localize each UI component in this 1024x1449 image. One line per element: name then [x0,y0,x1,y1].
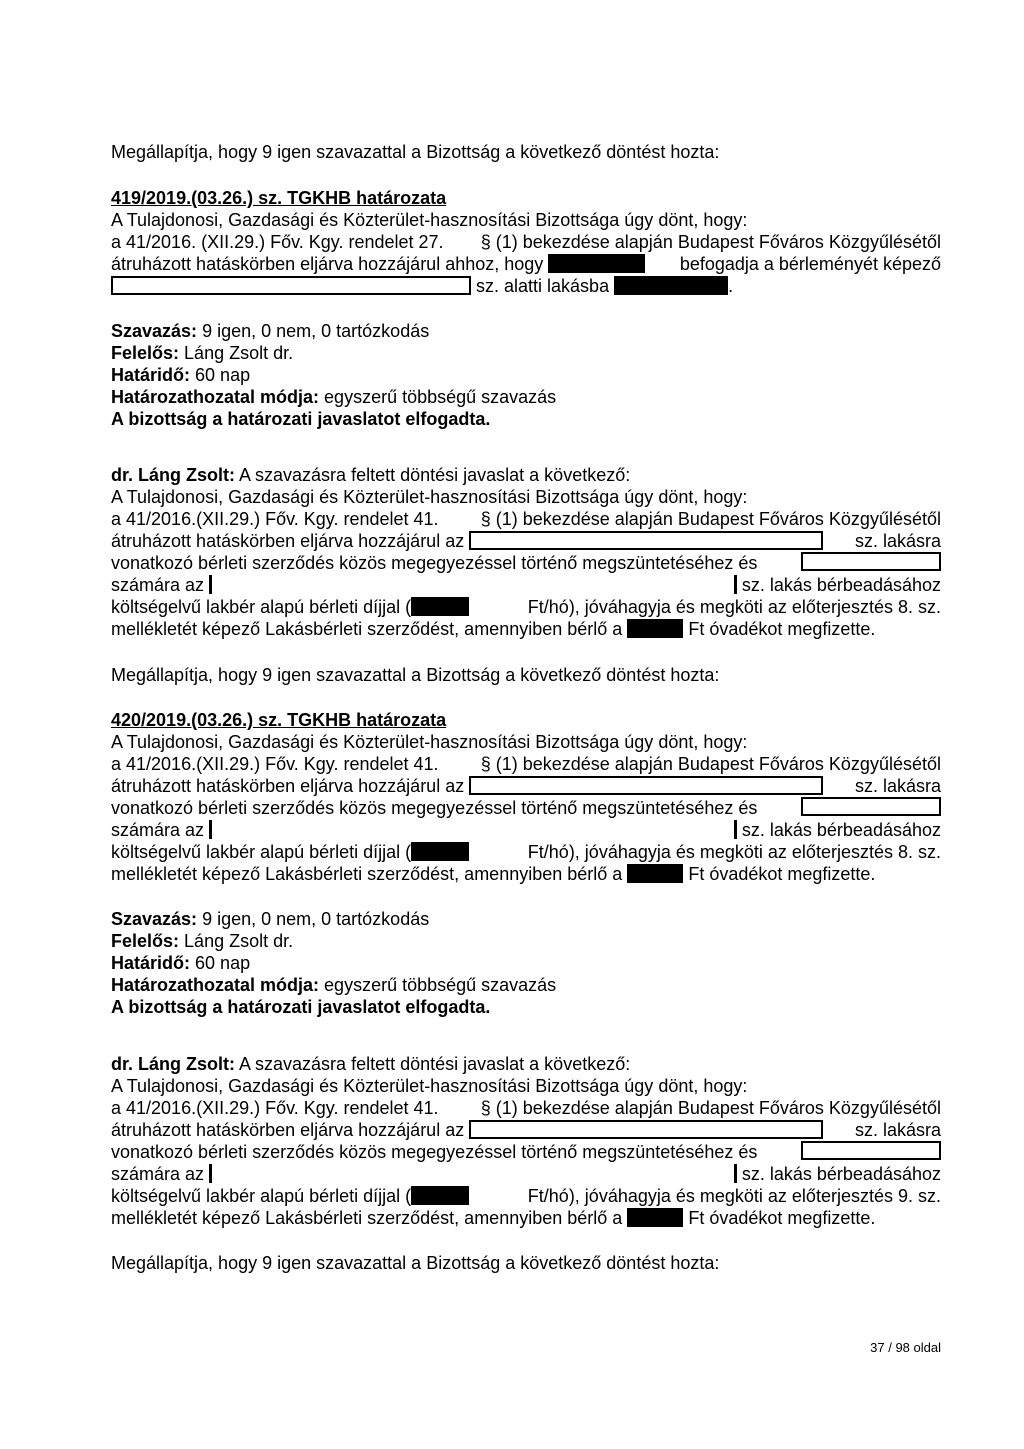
redaction [411,597,469,616]
proposal-text: költségelvű lakbér alapú bérleti díjjal ( Ft/hó), jóváhagyja és megköti az előterjesztés 9. sz. [111,1186,941,1206]
redaction-bar [209,820,212,839]
deadline: Határidő: 60 nap [111,953,251,973]
redaction [627,1208,683,1227]
redaction [627,619,683,638]
resolution-text: A Tulajdonosi, Gazdasági és Közterület-hasznosítási Bizottsága úgy dönt, hogy: [111,210,748,230]
redaction-bar [209,575,212,594]
redaction [411,842,469,861]
redaction-bar [209,1164,212,1183]
redaction-bar [734,575,737,594]
decision-method: Határozathozatal módja: egyszerű többségű szavazás [111,387,557,407]
redaction-box [469,531,823,550]
resolution-text: mellékletét képező Lakásbérleti szerződést, amennyiben bérlő a Ft óvadékot megfizette. [111,864,876,884]
resolution-text: átruházott hatáskörben eljárva hozzájárul ahhoz, hogy befogadja a bérleményét képező [111,254,941,274]
redaction-box [801,552,941,571]
proposal-text: A Tulajdonosi, Gazdasági és Közterület-hasznosítási Bizottsága úgy dönt, hogy: [111,487,748,507]
proposal-text: mellékletét képező Lakásbérleti szerződést, amennyiben bérlő a Ft óvadékot megfizette. [111,619,876,639]
resolution-number: 420/2019.(03.26.) sz. TGKHB határozata [111,710,447,730]
resolution-text: költségelvű lakbér alapú bérleti díjjal ( Ft/hó), jóváhagyja és megköti az előterjesztés 8. sz. [111,842,941,862]
accepted-statement: A bizottság a határozati javaslatot elfogadta. [111,997,491,1017]
deadline: Határidő: 60 nap [111,365,251,385]
proposal-text: a 41/2016.(XII.29.) Főv. Kgy. rendelet 41. § (1) bekezdése alapján Budapest Főváros Közgyűlésétől [111,509,941,529]
redaction [614,276,728,295]
page-number: 37 / 98 oldal [870,1340,941,1355]
decision-method: Határozathozatal módja: egyszerű többségű szavazás [111,975,557,995]
redaction [548,254,645,273]
redaction [627,864,683,883]
resolution-text: vonatkozó bérleti szerződés közös megegyezéssel történő megszüntetéséhez és [111,797,941,820]
vote-intro: Megállapítja, hogy 9 igen szavazattal a Bizottság a következő döntést hozta: [111,1253,720,1273]
vote-intro: Megállapítja, hogy 9 igen szavazattal a Bizottság a következő döntést hozta: [111,142,720,162]
accepted-statement: A bizottság a határozati javaslatot elfogadta. [111,409,491,429]
redaction [411,1186,469,1205]
proposal-text: vonatkozó bérleti szerződés közös megegyezéssel történő megszüntetéséhez és [111,552,941,575]
responsible: Felelős: Láng Zsolt dr. [111,931,294,951]
speaker-line: dr. Láng Zsolt: A szavazásra feltett döntési javaslat a következő: [111,1054,631,1074]
vote-result: Szavazás: 9 igen, 0 nem, 0 tartózkodás [111,909,430,929]
redaction-box [469,1120,823,1139]
responsible: Felelős: Láng Zsolt dr. [111,343,294,363]
speaker-line: dr. Láng Zsolt: A szavazásra feltett döntési javaslat a következő: [111,465,631,485]
resolution-text: számára az sz. lakás bérbeadásához [111,820,941,840]
proposal-text: vonatkozó bérleti szerződés közös megegyezéssel történő megszüntetéséhez és [111,1141,941,1164]
proposal-text: átruházott hatáskörben eljárva hozzájárul az sz. lakásra [111,531,941,551]
resolution-text: A Tulajdonosi, Gazdasági és Közterület-hasznosítási Bizottsága úgy dönt, hogy: [111,732,748,752]
proposal-text: A Tulajdonosi, Gazdasági és Közterület-hasznosítási Bizottsága úgy dönt, hogy: [111,1076,748,1096]
vote-result: Szavazás: 9 igen, 0 nem, 0 tartózkodás [111,321,430,341]
proposal-text: számára az sz. lakás bérbeadásához [111,1164,941,1184]
proposal-text: mellékletét képező Lakásbérleti szerződést, amennyiben bérlő a Ft óvadékot megfizette. [111,1208,876,1228]
redaction-box [801,797,941,816]
redaction-bar [734,820,737,839]
proposal-text: a 41/2016.(XII.29.) Főv. Kgy. rendelet 41. § (1) bekezdése alapján Budapest Főváros Közgyűlésétől [111,1098,941,1118]
proposal-text: költségelvű lakbér alapú bérleti díjjal ( Ft/hó), jóváhagyja és megköti az előterjesztés 8. sz. [111,597,941,617]
resolution-text: átruházott hatáskörben eljárva hozzájárul az sz. lakásra [111,776,941,796]
redaction-box [469,776,823,795]
resolution-number: 419/2019.(03.26.) sz. TGKHB határozata [111,188,447,208]
resolution-text: a 41/2016.(XII.29.) Főv. Kgy. rendelet 41. § (1) bekezdése alapján Budapest Főváros Közgyűlésétől [111,754,941,774]
resolution-text: a 41/2016. (XII.29.) Főv. Kgy. rendelet 27. § (1) bekezdése alapján Budapest Főváros Közgyűlésétől [111,232,941,252]
proposal-text: átruházott hatáskörben eljárva hozzájárul az sz. lakásra [111,1120,941,1140]
redaction-box [801,1141,941,1160]
redaction-box [111,276,471,295]
redaction-bar [734,1164,737,1183]
vote-intro: Megállapítja, hogy 9 igen szavazattal a Bizottság a következő döntést hozta: [111,665,720,685]
resolution-text: sz. alatti lakásba . [111,275,941,298]
proposal-text: számára az sz. lakás bérbeadásához [111,575,941,595]
